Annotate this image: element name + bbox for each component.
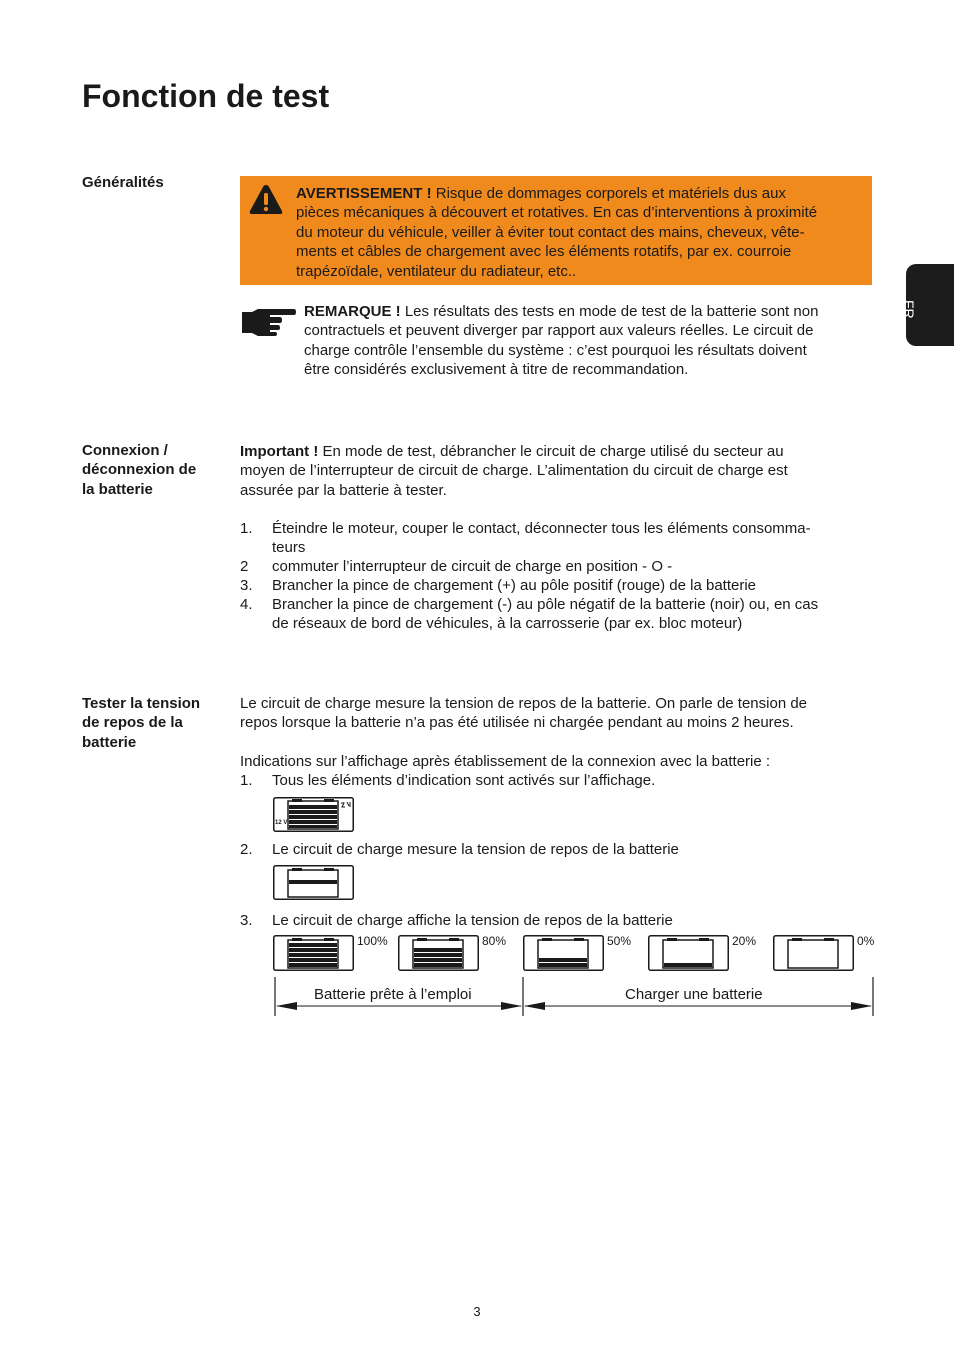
battery-level-bar [289, 953, 337, 957]
section-heading-tension [82, 694, 222, 752]
battery-level-percent: 0% [857, 934, 875, 948]
battery-level-bar [289, 948, 337, 952]
battery-level-display [398, 935, 480, 972]
warning-line: pièces mécaniques à découvert et rotatives. En cas d’interventions à proximité [296, 204, 818, 222]
battery-level-display [273, 935, 355, 972]
display-intro: Indications sur l’affichage après établissement de la connexion avec la batterie : [240, 753, 771, 770]
section-heading-generalites: Généralités [82, 174, 164, 191]
warning-text [296, 184, 862, 281]
list-text: Brancher la pince de chargement (-) au pôle négatif de la batterie (noir) ou, en cas [272, 596, 819, 613]
battery-level-percent: 100% [357, 934, 388, 948]
heading-line: déconnexion de [82, 461, 197, 479]
remark-label: REMARQUE ! [304, 303, 401, 320]
warning-line: trapézoïdale, ventilateur du radiateur, etc.. [296, 262, 577, 280]
heading-line: Connexion / [82, 442, 168, 459]
remark-line: charge contrôle l’ensemble du système : c’est pourquoi les résultats doivent [304, 341, 807, 359]
list-text: Brancher la pince de chargement (+) au pôle positif (rouge) de la batterie [272, 577, 757, 594]
battery-level-bar [414, 948, 462, 952]
heading-line: la batterie [82, 480, 153, 498]
list-text: Éteindre le moteur, couper le contact, déconnecter tous les éléments consomma- [272, 520, 811, 537]
heading-line: Tester la tension [82, 695, 201, 712]
list-number: 2 [240, 558, 249, 575]
battery-level-bar [539, 963, 587, 967]
heading-line: de repos de la [82, 714, 183, 732]
list-text: de réseaux de bord de véhicules, à la carrosserie (par ex. bloc moteur) [272, 615, 743, 633]
battery-display-measuring [273, 865, 355, 901]
warning-line: du moteur du véhicule, veiller à éviter tout contact des mains, cheveux, vête- [296, 223, 805, 241]
tension-intro-line: repos lorsque la batterie n’a pas été utilisée ni chargée pendant au moins 2 heures. [240, 714, 794, 732]
list-text: Tous les éléments d’indication sont activés sur l’affichage. [272, 772, 656, 789]
pointing-hand-icon [240, 306, 296, 338]
legend-charge-label: Charger une batterie [625, 986, 763, 1003]
battery-level-bar [289, 963, 337, 967]
important-label: Important ! [240, 443, 319, 460]
list-number: 1. [240, 520, 253, 537]
page-title: Fonction de test [82, 78, 330, 114]
important-line: moyen de l’interrupteur de circuit de charge. L’alimentation du circuit de charge est [240, 462, 788, 480]
battery-level-percent: 50% [607, 934, 632, 948]
language-tab-label: FR [901, 300, 917, 319]
page-number: 3 [473, 1304, 481, 1319]
list-text: Le circuit de charge affiche la tension de repos de la batterie [272, 912, 673, 929]
warning-box [240, 176, 872, 285]
list-text: Le circuit de charge mesure la tension de repos de la batterie [272, 841, 679, 858]
battery-level-bar [414, 958, 462, 962]
list-text: commuter l’interrupteur de circuit de charge en position - O - [272, 558, 673, 575]
battery-level-display [648, 935, 730, 972]
heading-line: batterie [82, 733, 137, 751]
battery-level-bar [664, 963, 712, 967]
list-text: teurs [272, 539, 306, 557]
battery-level-display [773, 935, 855, 972]
battery-level-bar [539, 958, 587, 962]
warning-triangle-icon [248, 183, 284, 217]
warning-line: Risque de dommages corporels et matériels dus aux [431, 185, 786, 202]
battery-level-bar [414, 963, 462, 967]
battery-level-display [523, 935, 605, 972]
section-heading-connexion [82, 441, 222, 499]
battery-level-bar [414, 953, 462, 957]
tension-intro [240, 694, 865, 733]
important-paragraph [240, 442, 865, 500]
list-number: 3. [240, 912, 253, 929]
tension-intro-line: Le circuit de charge mesure la tension de repos de la batterie. On parle de tension de [240, 695, 808, 712]
remark-line: contractuels et peuvent diverger par rapport aux valeurs réelles. Le circuit de [304, 322, 814, 340]
battery-level-percent: 80% [482, 934, 507, 948]
important-line: assurée par la batterie à tester. [240, 481, 447, 499]
voltage-indicator-label: 12 V [275, 820, 288, 826]
warning-label: AVERTISSEMENT ! [296, 185, 432, 202]
battery-level-percent: 20% [732, 934, 757, 948]
battery-display-all-segments [273, 797, 355, 833]
list-number: 2. [240, 841, 253, 858]
remark-line: Les résultats des tests en mode de test de la batterie sont non [400, 303, 819, 320]
important-line: En mode de test, débrancher le circuit de charge utilisé du secteur au [318, 443, 784, 460]
remark-text [304, 302, 864, 380]
legend-ready-label: Batterie prête à l’emploi [314, 986, 472, 1003]
language-tab [901, 264, 954, 346]
list-number: 3. [240, 577, 253, 594]
remark-line: être considérés exclusivement à titre de recommandation. [304, 361, 689, 379]
warning-line: ments et câbles de chargement avec les éléments rotatifs, par ex. courroie [296, 243, 792, 261]
battery-level-bar [289, 943, 337, 947]
list-number: 4. [240, 596, 253, 613]
battery-level-bar [289, 958, 337, 962]
list-number: 1. [240, 772, 253, 789]
